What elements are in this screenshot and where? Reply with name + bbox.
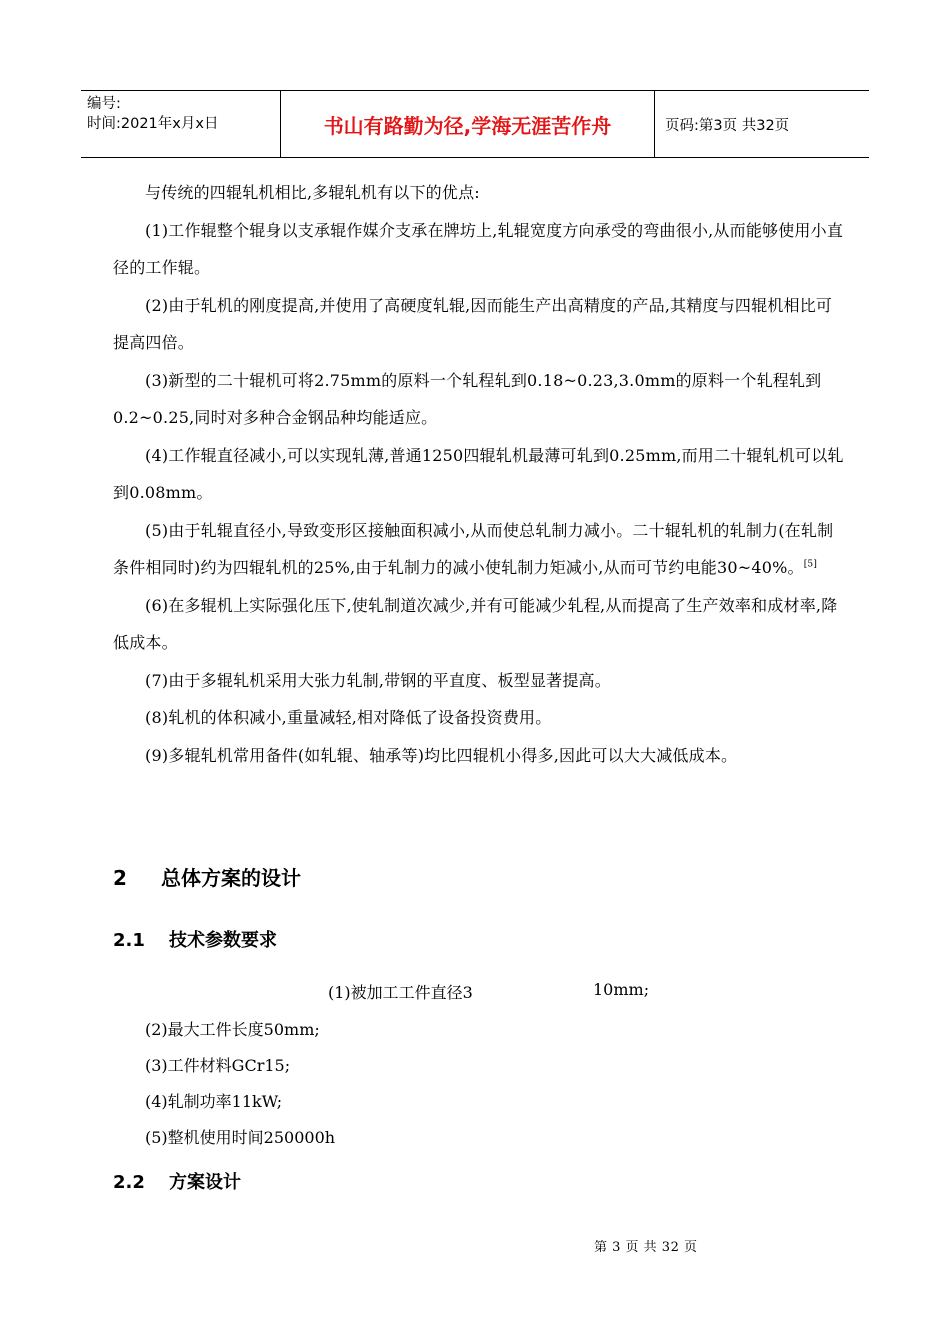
param-1-a: (1)被加工工件直径3 bbox=[328, 983, 473, 1002]
advantage-5 bbox=[113, 512, 845, 587]
section-2-2-title: 方案设计 bbox=[169, 1172, 241, 1193]
advantage-7: (7)由于多辊轧机采用大张力轧制,带钢的平直度、板型显著提高。 bbox=[145, 670, 611, 690]
advantage-3: (3)新型的二十辊机可将2.75mm的原料一个轧程轧到0.18~0.23,3.0mm的原料一个轧程轧到0.2~0.25,同时对多种合金钢品种均能适应。 bbox=[113, 370, 822, 427]
section-2-number: 2 bbox=[113, 866, 127, 890]
advantage-6: (6)在多辊机上实际强化压下,使轧制道次减少,并有可能减少轧程,从而提高了生产效率和成材率,降低成本。 bbox=[113, 595, 838, 652]
param-2: (2)最大工件长度50mm; bbox=[145, 1020, 320, 1039]
param-5: (5)整机使用时间250000h bbox=[145, 1128, 336, 1147]
citation-mark: [5] bbox=[803, 559, 818, 570]
section-2-2-heading bbox=[113, 1168, 241, 1194]
body-text bbox=[113, 174, 845, 774]
header-page-label: 页码:第3页 共32页 bbox=[665, 117, 790, 134]
section-2-1-heading bbox=[113, 926, 277, 952]
page-footer: 第 3 页 共 32 页 bbox=[594, 1240, 698, 1255]
section-2-1-number: 2.1 bbox=[113, 930, 145, 951]
section-2-title: 总体方案的设计 bbox=[161, 866, 301, 890]
advantage-8: (8)轧机的体积减小,重量减轻,相对降低了设备投资费用。 bbox=[145, 708, 552, 727]
number-label: 编号: bbox=[87, 96, 121, 112]
advantage-2: (2)由于轧机的刚度提高,并使用了高硬度轧辊,因而能生产出高精度的产品,其精度与四辊机相比可提高四倍。 bbox=[113, 295, 833, 352]
advantage-5-text: (5)由于轧辊直径小,导致变形区接触面积减小,从而使总轧制力减小。二十辊轧机的轧制力(在轧制条件相同时)约为四辊轧机的25%,由于轧制力的减小使轧制力矩减小,从而可节约电能30~40%。 bbox=[113, 520, 834, 577]
param-1-b: 10mm; bbox=[593, 980, 650, 999]
time-label: 时间:2021年x月x日 bbox=[87, 116, 219, 132]
page-header bbox=[81, 90, 869, 158]
intro-paragraph: 与传统的四辊轧机相比,多辊轧机有以下的优点: bbox=[145, 183, 480, 202]
header-meta bbox=[81, 91, 281, 157]
advantage-9: (9)多辊轧机常用备件(如轧辊、轴承等)均比四辊机小得多,因此可以大大减低成本。 bbox=[145, 745, 738, 765]
section-2-heading bbox=[113, 862, 301, 891]
section-2-1-title: 技术参数要求 bbox=[169, 930, 277, 951]
param-3: (3)工件材料GCr15; bbox=[145, 1056, 291, 1075]
param-4: (4)轧制功率11kW; bbox=[145, 1092, 283, 1111]
section-2-2-number: 2.2 bbox=[113, 1172, 145, 1193]
header-motto: 书山有路勤为径,学海无涯苦作舟 bbox=[281, 91, 655, 157]
advantage-4: (4)工作辊直径减小,可以实现轧薄,普通1250四辊轧机最薄可轧到0.25mm,而用二十辊轧机可以轧到0.08mm。 bbox=[113, 445, 844, 502]
advantage-1: (1)工作辊整个辊身以支承辊作媒介支承在牌坊上,轧辊宽度方向承受的弯曲很小,从而能够使用小直径的工作辊。 bbox=[113, 220, 844, 277]
